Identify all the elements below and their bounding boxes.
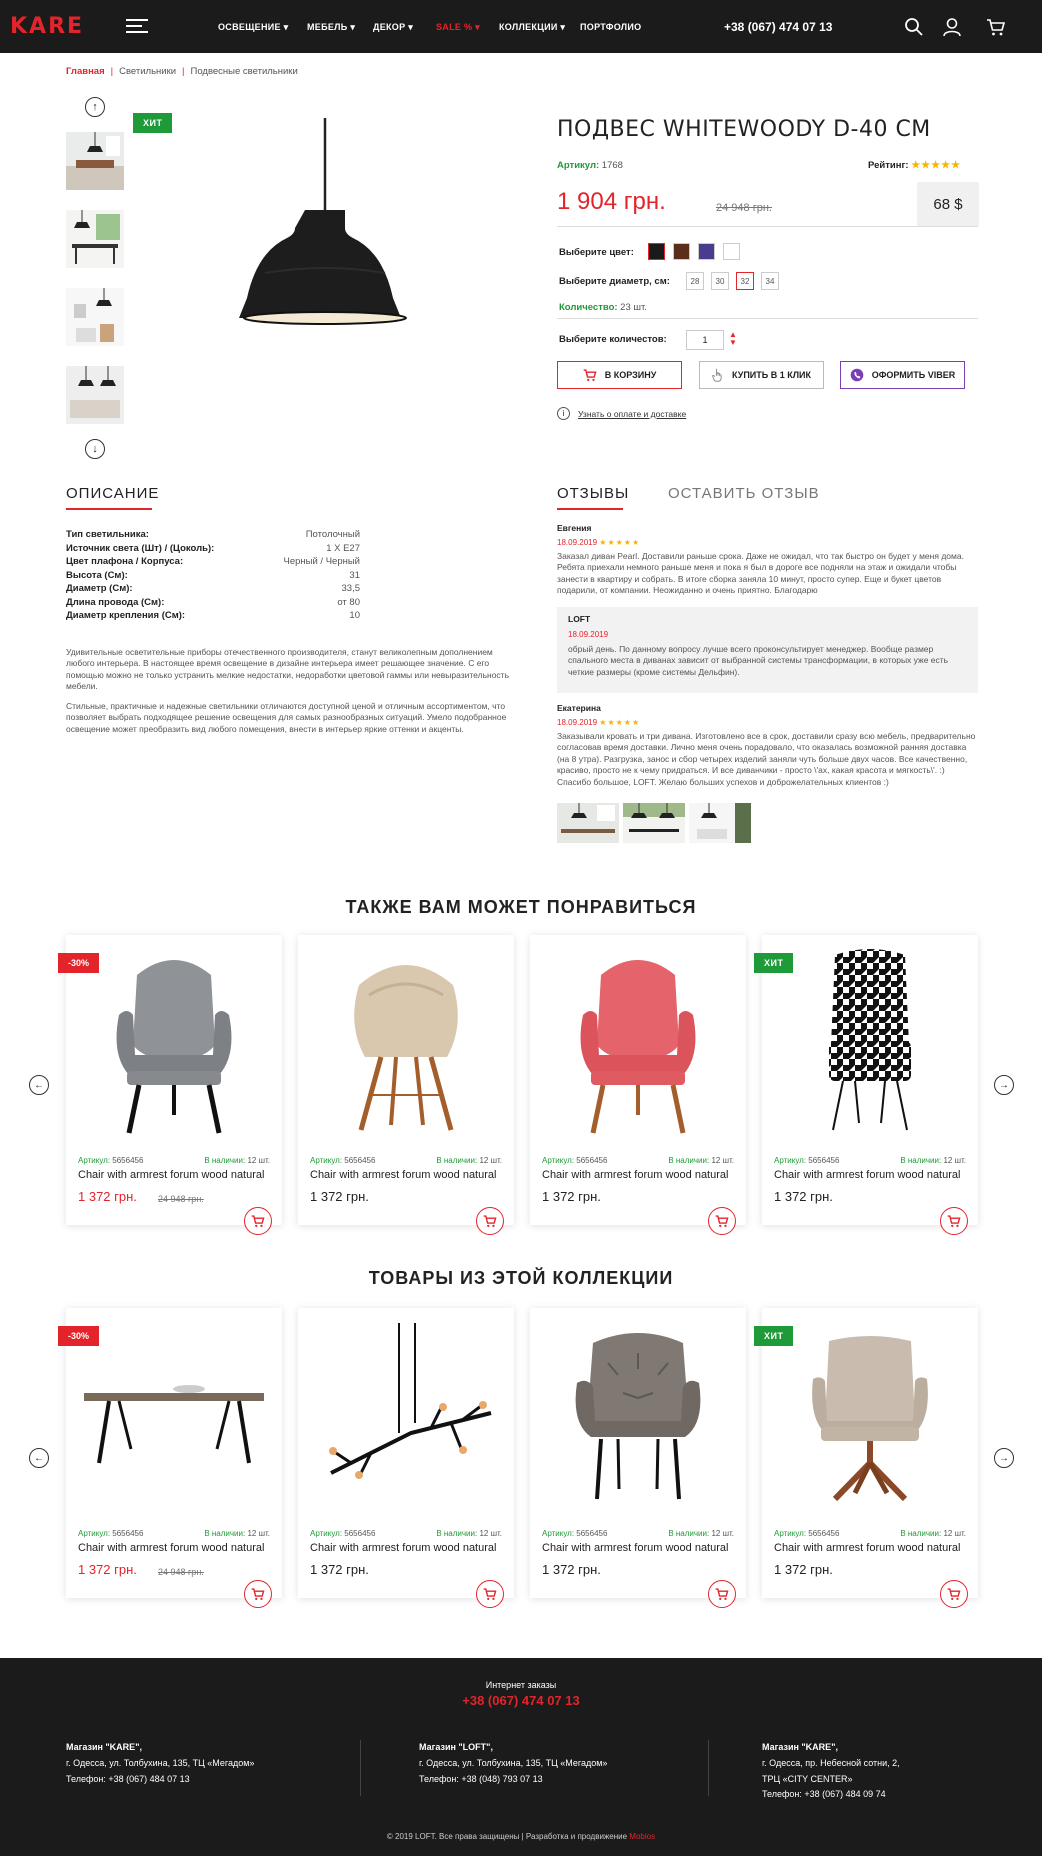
orders-label: Интернет заказы <box>485 1680 557 1690</box>
divider <box>708 1740 709 1796</box>
thumbnail-1[interactable] <box>66 132 124 190</box>
one-click-buy-button[interactable]: КУПИТЬ В 1 КЛИК <box>699 361 824 389</box>
color-label: Выберите цвет: <box>559 247 634 258</box>
card-old-price: 24 948 грн. <box>158 1194 204 1204</box>
card-stock: В наличии: 12 шт. <box>668 1156 734 1165</box>
cart-icon <box>483 1587 497 1601</box>
card-stock: В наличии: 12 шт. <box>436 1156 502 1165</box>
tab-leave-review[interactable]: ОСТАВИТЬ ОТЗЫВ <box>668 485 820 502</box>
user-icon[interactable] <box>942 17 962 37</box>
thumbnail-4[interactable] <box>66 366 124 424</box>
sale-badge: -30% <box>58 953 99 973</box>
hit-badge: ХИТ <box>754 1326 793 1346</box>
cart-icon <box>947 1214 961 1228</box>
reviews-tab-underline <box>557 508 623 510</box>
product-main-image <box>210 118 440 398</box>
card-title[interactable]: Chair with armrest forum wood natural <box>78 1542 265 1554</box>
breadcrumb-current: Подвесные светильники <box>190 66 298 77</box>
card-stock: В наличии: 12 шт. <box>436 1529 502 1538</box>
card-title[interactable]: Chair with armrest forum wood natural <box>542 1169 729 1181</box>
cart-icon <box>715 1587 729 1601</box>
description-paragraph: Стильные, практичные и надежные светильники отличаются доступной ценой и отличным ассортиментом, что позволяет выбрать подходящее решение освещения для самых разнообразных ситуаций. Умело подобранное освещение может преобразить вид любого помещения, внести в интерьер яркие оттенки и акценты. <box>66 701 507 734</box>
rating: Рейтинг: ★★★★★ <box>868 160 962 171</box>
review-text: Заказывали кровать и три дивана. Изготовлено все в срок, доставили сразу всю мебель, предварительно согласовав время доставки. Лично меня очень порадовало, что оказалась возможной ранняя доставка (на 8 утра). Разгрузка, занос и сбор четырех изделий заняли чуть больше двух часов. Все качественно, красиво, просто не к чему придраться. И все диванчики - просто \'ах, какая красота и мягкость\'. :) Спасибо большое, LOFT. Желаю больших успехов и доброжелательных клиентов :) <box>557 731 976 787</box>
card-title[interactable]: Chair with armrest forum wood natural <box>774 1169 961 1181</box>
product-card[interactable] <box>66 935 282 1225</box>
cart-icon <box>583 368 597 382</box>
card-article: Артикул: 5656456 <box>78 1529 144 1538</box>
product-price: 1 904 грн. <box>557 188 666 215</box>
rating-stars: ★★★★★ <box>911 160 962 171</box>
site-footer <box>0 1658 1042 1856</box>
spec-row: Цвет плафона / Корпуса: Черный / Черный <box>66 556 360 567</box>
reply-author: LOFT <box>568 614 591 624</box>
product-image <box>298 1308 514 1518</box>
quantity-stepper[interactable]: ▲ ▼ <box>729 330 737 347</box>
viber-order-button[interactable]: ОФОРМИТЬ VIBER <box>840 361 965 389</box>
add-to-cart-button[interactable] <box>244 1580 272 1608</box>
developer-link[interactable]: Mobios <box>629 1832 656 1841</box>
nav-collections[interactable]: КОЛЛЕКЦИИ ▾ <box>499 22 566 32</box>
diameter-32[interactable]: 32 <box>736 272 754 290</box>
color-swatch-brown[interactable] <box>673 243 690 260</box>
product-card[interactable] <box>530 1308 746 1598</box>
product-image <box>530 1308 746 1518</box>
card-price: 1 372 грн. <box>78 1189 137 1204</box>
card-article: Артикул: 5656456 <box>310 1529 376 1538</box>
breadcrumb: Главная | Светильники | Подвесные светильники <box>66 66 298 77</box>
product-image <box>530 935 746 1145</box>
nav-sale[interactable]: SALE % ▾ <box>436 22 480 32</box>
header-phone[interactable]: +38 (067) 474 07 13 <box>724 20 833 34</box>
cart-icon[interactable] <box>986 17 1006 37</box>
menu-icon[interactable] <box>126 19 148 35</box>
cart-icon <box>251 1587 265 1601</box>
copyright: © 2019 LOFT. Все права защищены | Разработка и продвижение Mobios <box>386 1832 656 1841</box>
card-article: Артикул: 5656456 <box>310 1156 376 1165</box>
add-to-cart-button[interactable] <box>708 1580 736 1608</box>
hand-pointer-icon <box>712 368 724 382</box>
card-price: 1 372 грн. <box>310 1562 369 1577</box>
info-icon: i <box>557 407 570 420</box>
add-to-cart-button[interactable] <box>476 1580 504 1608</box>
reply-text: обрый день. По данному вопросу лучше всего проконсультирует менеджер. Вообще размер спального места в диванах зависит от выбранной системы трансформации, в которых уже есть четкие размеры (кроме системы Дельфин). <box>568 644 949 677</box>
spec-row: Диаметр крепления (См): 10 <box>66 610 360 621</box>
add-to-cart-button[interactable] <box>940 1207 968 1235</box>
related-prev-arrow-icon[interactable]: ← <box>29 1075 49 1095</box>
orders-phone[interactable]: +38 (067) 474 07 13 <box>462 1693 580 1708</box>
article: Артикул: 1768 <box>557 160 623 171</box>
thumbnail-3[interactable] <box>66 288 124 346</box>
card-title[interactable]: Chair with armrest forum wood natural <box>310 1169 497 1181</box>
nav-furniture[interactable]: МЕБЕЛЬ ▾ <box>307 22 356 32</box>
hit-badge: ХИТ <box>754 953 793 973</box>
product-image <box>762 935 978 1145</box>
product-card[interactable] <box>762 1308 978 1598</box>
description-title: ОПИСАНИЕ <box>66 485 160 502</box>
usd-price: 68 $ <box>917 182 979 226</box>
site-header <box>0 0 1042 53</box>
card-price: 1 372 грн. <box>542 1189 601 1204</box>
store-info: Магазин "KARE", г. Одесса, ул. Толбухина, 135, ТЦ «Мегадом» Телефон: +38 (067) 484 07 13 <box>66 1742 255 1784</box>
card-title[interactable]: Chair with armrest forum wood natural <box>78 1169 265 1181</box>
add-to-cart-button[interactable] <box>244 1207 272 1235</box>
card-stock: В наличии: 12 шт. <box>204 1529 270 1538</box>
add-to-cart-button[interactable]: В КОРЗИНУ <box>557 361 682 389</box>
review-date: 18.09.2019 ★★★★★ <box>557 538 641 547</box>
description-paragraph: Удивительные осветительные приборы отечественного производителя, станут великолепным дополнением любого интерьера. В настоящее время освещение в дизайне интерьера имеет решающее значение. С его помощью можно не только устранить мелкие недостатки, недоработки цветовой гаммы или невыразительность мебели. <box>66 647 510 692</box>
card-price: 1 372 грн. <box>774 1189 833 1204</box>
card-article: Артикул: 5656456 <box>774 1529 840 1538</box>
thumbs-down-arrow-icon[interactable]: ↓ <box>85 439 105 459</box>
cart-icon <box>251 1214 265 1228</box>
store-info: Магазин "LOFT", г. Одесса, ул. Толбухина, 135, ТЦ «Мегадом» Телефон: +38 (048) 793 07 13 <box>419 1742 608 1784</box>
cart-icon <box>947 1587 961 1601</box>
card-article: Артикул: 5656456 <box>542 1529 608 1538</box>
delivery-info-link[interactable]: Узнать о оплате и доставке <box>578 409 687 419</box>
cart-icon <box>483 1214 497 1228</box>
diameter-28[interactable]: 28 <box>686 272 704 290</box>
add-to-cart-button[interactable] <box>476 1207 504 1235</box>
card-title[interactable]: Chair with armrest forum wood natural <box>310 1542 497 1554</box>
product-card[interactable] <box>298 935 514 1225</box>
card-stock: В наличии: 12 шт. <box>204 1156 270 1165</box>
viber-icon <box>850 368 864 382</box>
spec-row: Тип светильника: Потолочный <box>66 529 360 540</box>
card-article: Артикул: 5656456 <box>774 1156 840 1165</box>
diameter-30[interactable]: 30 <box>711 272 729 290</box>
collection-prev-arrow-icon[interactable]: ← <box>29 1448 49 1468</box>
nav-lighting[interactable]: ОСВЕЩЕНИЕ ▾ <box>218 22 289 32</box>
product-title: ПОДВЕС WHITEWOODY D-40 CM <box>557 117 931 142</box>
card-title[interactable]: Chair with armrest forum wood natural <box>542 1542 729 1554</box>
add-to-cart-button[interactable] <box>940 1580 968 1608</box>
stock-quantity: Количество: 23 шт. <box>559 302 647 313</box>
card-price: 1 372 грн. <box>542 1562 601 1577</box>
collection-title: ТОВАРЫ ИЗ ЭТОЙ КОЛЛЕКЦИИ <box>368 1268 674 1288</box>
review-author: Екатерина <box>557 703 601 713</box>
diameter-34[interactable]: 34 <box>761 272 779 290</box>
diameter-label: Выберите диаметр, см: <box>559 276 670 287</box>
store-info: Магазин "KARE", г. Одесса, пр. Небесной сотни, 2, ТРЦ «CITY CENTER» Телефон: +38 (067) 484 09 74 <box>762 1742 900 1800</box>
quantity-input[interactable]: 1 <box>686 330 724 350</box>
related-next-arrow-icon[interactable]: → <box>994 1075 1014 1095</box>
divider <box>557 226 978 227</box>
card-article: Артикул: 5656456 <box>542 1156 608 1165</box>
review-date: 18.09.2019 ★★★★★ <box>557 718 641 727</box>
sale-badge: -30% <box>58 1326 99 1346</box>
thumbnail-2[interactable] <box>66 210 124 268</box>
spec-row: Источник света (Шт) / (Цоколь): 1 X E27 <box>66 542 360 554</box>
card-title[interactable]: Chair with armrest forum wood natural <box>774 1542 961 1554</box>
card-price: 1 372 грн. <box>310 1189 369 1204</box>
product-image <box>762 1308 978 1518</box>
review-photo[interactable] <box>623 803 685 843</box>
card-stock: В наличии: 12 шт. <box>900 1156 966 1165</box>
card-stock: В наличии: 12 шт. <box>900 1529 966 1538</box>
cart-icon <box>715 1214 729 1228</box>
tab-reviews[interactable]: ОТЗЫВЫ <box>557 485 630 502</box>
nav-decor[interactable]: ДЕКОР ▾ <box>373 22 414 32</box>
product-card[interactable] <box>762 935 978 1225</box>
thumbs-up-arrow-icon[interactable]: ↑ <box>85 97 105 117</box>
product-card[interactable] <box>66 1308 282 1598</box>
logo[interactable]: KARE <box>10 14 85 39</box>
spec-row: Диаметр (См): 33,5 <box>66 583 360 594</box>
hit-badge: ХИТ <box>133 113 172 133</box>
reply-date: 18.09.2019 <box>568 630 609 639</box>
breadcrumb-lights[interactable]: Светильники <box>119 66 177 77</box>
review-author: Евгения <box>557 523 592 533</box>
breadcrumb-home[interactable]: Главная <box>66 66 105 77</box>
divider <box>557 318 978 319</box>
review-photo[interactable] <box>689 803 751 843</box>
color-swatch-white[interactable] <box>723 243 740 260</box>
add-to-cart-button[interactable] <box>708 1207 736 1235</box>
product-image <box>298 935 514 1145</box>
review-photo[interactable] <box>557 803 619 843</box>
spec-row: Высота (См): 31 <box>66 569 360 581</box>
color-swatch-black[interactable] <box>648 243 665 260</box>
card-article: Артикул: 5656456 <box>78 1156 144 1165</box>
card-price: 1 372 грн. <box>774 1562 833 1577</box>
review-text: Заказал диван Pearl. Доставили раньше срока. Даже не ожидал, что так быстро он будет у меня дома. Ребята приехали немного раньше меня и пока я был в дороге все подняли на этаж и ожидали чтобы занести в квартиру и собрать. В итоге сборка заняла 10 минут, просто супер. Еще и букет цветов подарили, от компании. Неожиданно и очень приятно. Благодарю <box>557 551 964 596</box>
related-title: ТАКЖЕ ВАМ МОЖЕТ ПОНРАВИТЬСЯ <box>345 897 697 917</box>
color-swatch-purple[interactable] <box>698 243 715 260</box>
card-price: 1 372 грн. <box>78 1562 137 1577</box>
card-stock: В наличии: 12 шт. <box>668 1529 734 1538</box>
collection-next-arrow-icon[interactable]: → <box>994 1448 1014 1468</box>
product-old-price: 24 948 грн. <box>716 202 772 214</box>
product-card[interactable] <box>530 935 746 1225</box>
card-old-price: 24 948 грн. <box>158 1567 204 1577</box>
choose-qty-label: Выберите количестов: <box>559 334 667 345</box>
nav-portfolio[interactable]: ПОРТФОЛИО <box>580 22 642 32</box>
description-underline <box>66 508 152 510</box>
product-card[interactable] <box>298 1308 514 1598</box>
search-icon[interactable] <box>904 17 924 37</box>
spec-row: Длина провода (См): от 80 <box>66 596 360 608</box>
divider <box>360 1740 361 1796</box>
